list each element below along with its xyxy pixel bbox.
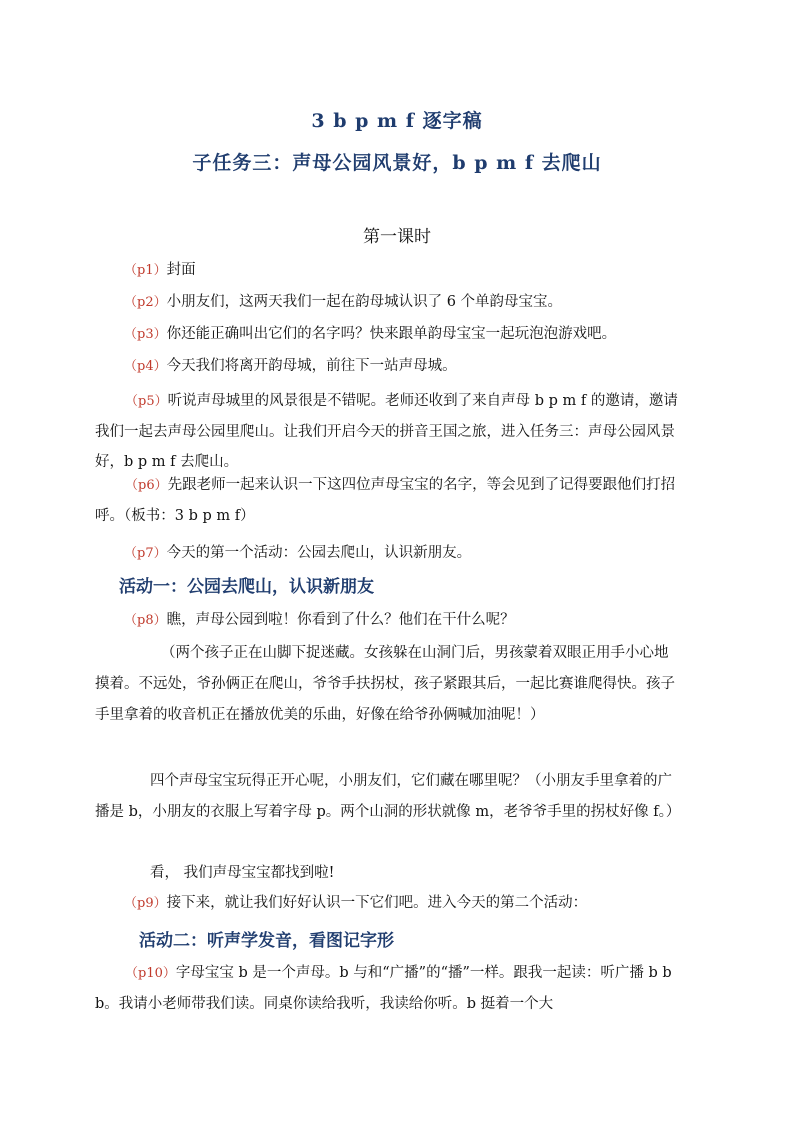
- paragraph-text: 字母宝宝 b 是一个声母。b 与和“广播”的“播”一样。跟我一起读：听广播 b b b。我请小老师带我们读。同桌你读给我听，我读给你听。b 挺着一个大: [95, 965, 672, 1012]
- paragraph-text: 今天我们将离开韵母城，前往下一站声母城。: [166, 358, 457, 374]
- paragraph-p7: [124, 538, 684, 569]
- paragraph-p5: [95, 386, 681, 477]
- paragraph-text: 接下来，就让我们好好认识一下它们吧。进入今天的第二个活动：: [166, 895, 588, 911]
- page-tag: （p7）: [124, 546, 167, 561]
- paragraph-p8: [124, 605, 684, 636]
- page-tag: （p6）: [125, 478, 168, 493]
- paragraph-p3: [124, 319, 684, 350]
- page-tag: （p8）: [124, 613, 167, 628]
- paragraph-text: 今天的第一个活动：公园去爬山，认识新朋友。: [166, 545, 472, 561]
- page-tag: （p2）: [124, 295, 167, 310]
- page-tag: （p1）: [124, 263, 167, 278]
- question-paragraph: 四个声母宝宝玩得正开心呢，小朋友们，它们藏在哪里呢？（小朋友手里拿着的广播是 b，小朋友的衣服上写着字母 p。两个山洞的形状就像 m，老爷爷手里的拐杖好像 f。）: [95, 773, 681, 820]
- paragraph-text: 小朋友们，这两天我们一起在韵母城认识了 6 个单韵母宝宝。: [166, 294, 563, 310]
- found-line: 看， 我们声母宝宝都找到啦!: [150, 865, 335, 881]
- paragraph-text: 先跟老师一起来认识一下这四位声母宝宝的名字，等会见到了记得要跟他们打招呼。（板书：3 b p m f）: [95, 477, 676, 524]
- page-tag: （p4）: [124, 359, 167, 374]
- paragraph-p2: [124, 287, 684, 318]
- paragraph-p1: [124, 255, 706, 286]
- paragraph-text: 瞧，声母公园到啦！你看到了什么？他们在干什么呢？: [166, 612, 515, 628]
- paragraph-p10: [95, 958, 681, 1020]
- activity-one-heading: 活动一：公园去爬山，认识新朋友: [119, 577, 374, 597]
- page-tag: （p3）: [124, 327, 167, 342]
- lesson-label: 第一课时: [363, 227, 431, 247]
- paragraph-p4: [124, 351, 684, 382]
- paragraph-text: 封面: [166, 262, 196, 278]
- document-title: 3 b p m f 逐字稿: [311, 110, 483, 132]
- paragraph-p6: [95, 470, 681, 531]
- page-tag: （p10）: [125, 966, 176, 981]
- paragraph-p9: [124, 888, 684, 919]
- paragraph-text: 你还能正确叫出它们的名字吗？快来跟单韵母宝宝一起玩泡泡游戏吧。: [166, 326, 617, 342]
- activity-two-heading: 活动二：听声学发音，看图记字形: [139, 931, 394, 951]
- scene-description: （两个孩子正在山脚下捉迷藏。女孩躲在山洞门后，男孩蒙着双眼正用手小心地摸着。不远处，爷孙俩正在爬山，爷爷手扶拐杖，孩子紧跟其后，一起比赛谁爬得快。孩子手里拿着的收音机正在播放优美的乐曲，好像在给爷孙俩喊加油呢！）: [95, 645, 675, 723]
- page-tag: （p9）: [124, 896, 167, 911]
- page-tag: （p5）: [125, 394, 168, 409]
- document-subtitle: 子任务三：声母公园风景好，b p m f 去爬山: [192, 152, 602, 174]
- paragraph-text: 听说声母城里的风景很是不错呢。老师还收到了来自声母 b p m f 的邀请，邀请我们一起去声母公园里爬山。让我们开启今天的拼音王国之旅，进入任务三：声母公园风景好，b p m f 去爬山。: [95, 393, 678, 470]
